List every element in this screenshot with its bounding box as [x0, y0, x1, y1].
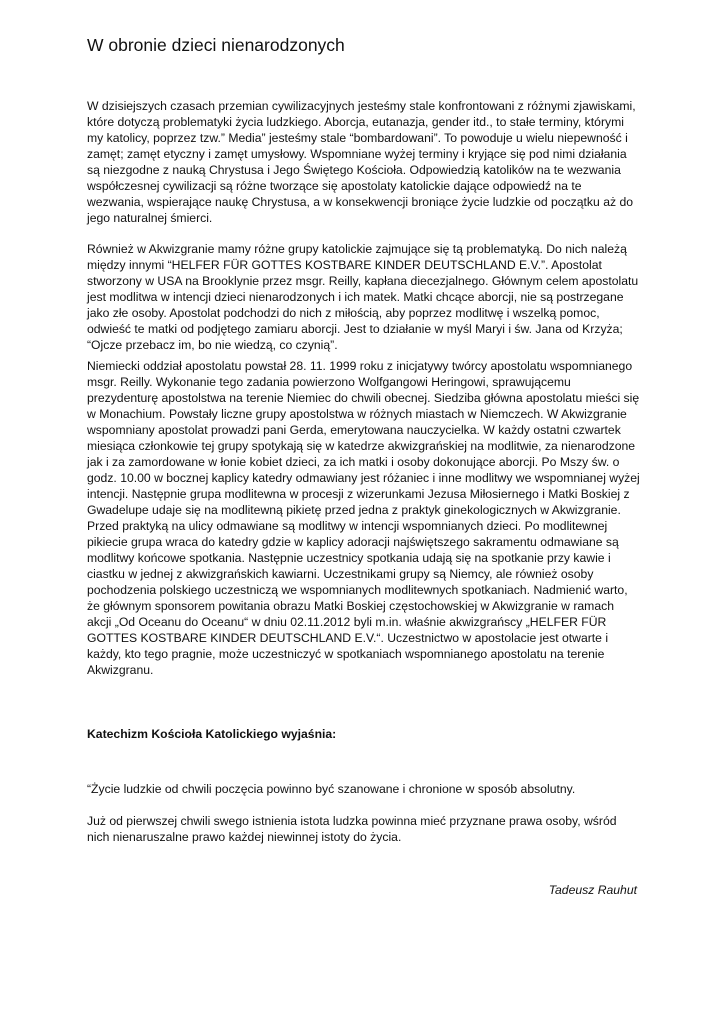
catechism-quote-1: “Życie ludzkie od chwili poczęcia powinno być szanowane i chronione w sposób absolutny. — [87, 782, 576, 796]
author-signature: Tadeusz Rauhut — [548, 883, 637, 897]
document-title: W obronie dzieci nienarodzonych — [87, 35, 345, 55]
paragraph-aachen-groups: Również w Akwizgranie mamy różne grupy katolickie zajmujące się tą problematyką. Do nich należą między innymi “HELFER FÜR GOTTES KOSTBARE KINDER DEUTSCHLAND E.V.”. Apostolat stworzony w USA na Brooklynie przez msgr. Reilly, kapłana diecezjalnego. Głównym celem apostolatu jest modlitwa w intencji dzieci nienarodzonych i ich matek. Matki chcące aborcji, nie są postrzegane jako złe osoby. Apostolat podchodzi do nich z miłością, aby poprzez modlitwę i wszelką pomoc, odwieść te matki od podjętego zamiaru aborcji. Jest to działanie w myśl Maryi i św. Jana od Krzyża; “Ojcze przebacz im, bo nie wiedzą, co czynią”. — [87, 242, 639, 352]
paragraph-german-branch: Niemiecki oddział apostolatu powstał 28. 11. 1999 roku z inicjatywy twórcy apostolatu wspomnianego msgr. Reilly. Wykonanie tego zadania powierzono Wolfgangowi Heringowi, sprawującemu prezydenturę apostolstwa na terenie Niemiec do chwili obecnej. Siedziba główna apostolatu mieści się w Monachium. Powstały liczne grupy apostolstwa w różnych miastach w Niemczech. W Akwizgranie wspomniany apostolat prowadzi pani Gerda, emerytowana nauczycielka. W każdy ostatni czwartek miesiąca członkowie tej grupy spotykają się w katedrze akwizgrańskiej na modlitwie, za nienarodzone jak i za zamordowane w łonie kobiet dzieci, za ich matki i osoby dokonujące aborcji. Po Mszy św. o godz. 10.00 w bocznej kaplicy katedry odmawiany jest różaniec i inne modlitwy we wspomnianej wyżej intencji. Następnie grupa modlitewna w procesji z wizerunkami Jezusa Miłosiernego i Matki Boskiej z Gwadelupe udaje się na modlitewną pikietę przed jedna z praktyk ginekologicznych w Akwizgranie. Przed praktyką na ulicy odmawiane są modlitwy w intencji wspomnianych dzieci. Po modlitewnej pikiecie grupa wraca do katedry gdzie w kaplicy adoracji najświętszego sakramentu odmawiane są modlitwy końcowe spotkania. Następnie uczestnicy spotkania udają się na spotkanie przy kawie i ciastku w jednej z akwizgrańskich kawiarni. Uczestnikami grupy są Niemcy, ale również osoby pochodzenia polskiego uczestniczą we wspomnianych modlitewnych spotkaniach. Nadmienić warto, że głównym sponsorem powitania obrazu Matki Boskiej częstochowskiej w Akwizgranie w ramach akcji „Od Oceanu do Oceanu“ w dniu 02.11.2012 byli m.in. właśnie akwizgrańscy „HELFER FÜR GOTTES KOSTBARE KINDER DEUTSCHLAND E.V.“. Uczestnictwo w apostolacie jest otwarte i każdy, kto tego pragnie, może uczestniczyć w spotkaniach wspomnianego apostolatu na terenie Akwizgranu. — [87, 359, 640, 677]
catechism-quote-2: Już od pierwszej chwili swego istnienia istota ludzka powinna mieć przyznane prawa osoby, wśród nich nienaruszalne prawo każdej niewinnej istoty do życia. — [87, 814, 617, 844]
catechism-heading: Katechizm Kościoła Katolickiego wyjaśnia: — [87, 727, 337, 741]
paragraph-intro: W dzisiejszych czasach przemian cywilizacyjnych jesteśmy stale konfrontowani z różnymi zjawiskami, które dotyczą problematyki życia ludzkiego. Aborcja, eutanazja, gender itd., to stałe terminy, którymi my katolicy, poprzez tzw.” Media” jesteśmy stale “bombardowani”. To powoduje u wielu niepewność i zamęt; zamęt etyczny i zamęt umysłowy. Wspomniane wyżej terminy i kryjące się pod nimi działania są niezgodne z nauką Chrystusa i Jego Świętego Kościoła. Odpowiedzią katolików na te wezwania współczesnej cywilizacji są różne tworzące się apostolaty katolickie dające odpowiedź na te wezwania, wspierające naukę Chrystusa, a w konsekwencji broniące życie ludzkie od początku aż do jego naturalnej śmierci. — [87, 99, 636, 225]
